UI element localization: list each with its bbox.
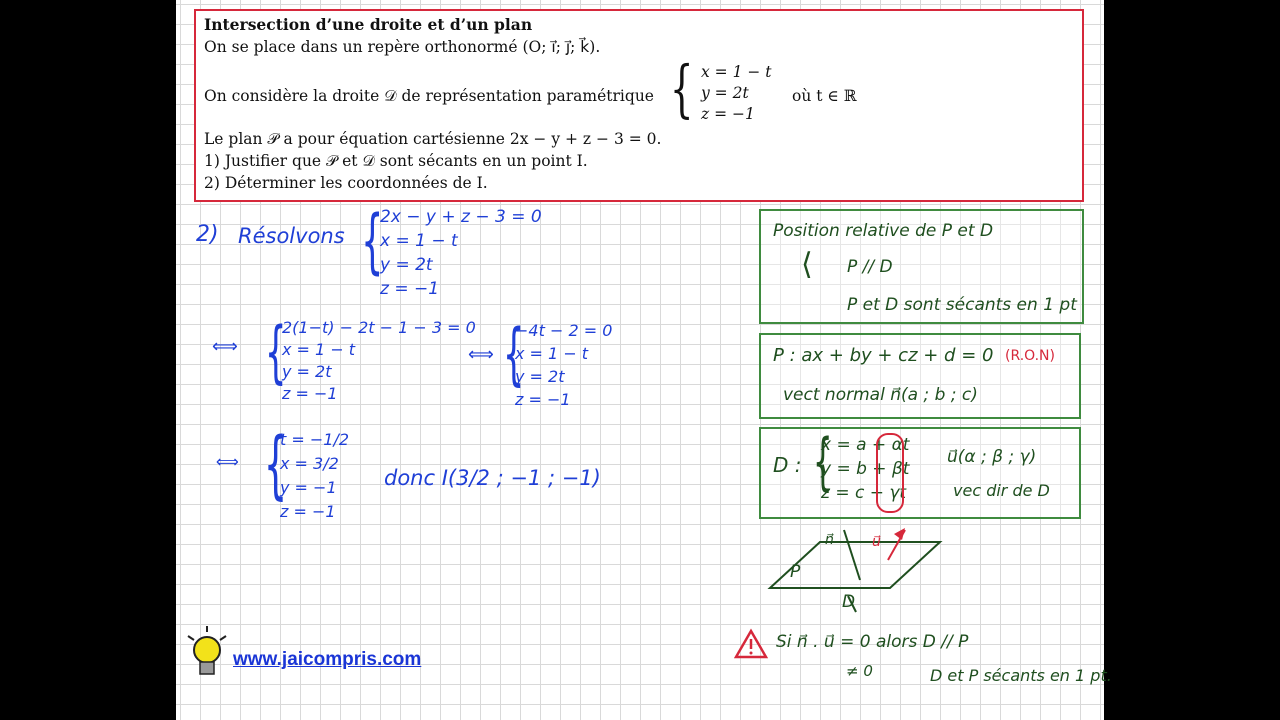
sketch-D-label: D (842, 592, 856, 612)
memo-box-plane (759, 333, 1081, 419)
memo-box3-eq1: x = a + αt (821, 435, 910, 455)
memo-branch-icon: ⟨ (801, 247, 813, 282)
system2-brace: { (264, 313, 287, 392)
warning-icon (734, 628, 768, 660)
warning-neq: ≠ 0 (846, 662, 873, 680)
exercise-line-3: Le plan 𝒫 a pour équation cartésienne 2x − y + z − 3 = 0. (204, 130, 662, 148)
memo-box3-brace: { (812, 425, 833, 498)
warning-line-2: D et P sécants en 1 pt. (930, 666, 1112, 685)
memo-box3-highlight (876, 433, 904, 513)
system4-eq4: z = −1 (280, 502, 336, 521)
param-y: y = 2t (701, 84, 749, 102)
memo-box1-title: Position relative de P et D (773, 221, 994, 241)
memo-box1-case1: P // D (847, 257, 893, 277)
exercise-line-1: On se place dans un repère orthonormé (O; i⃗; j⃗; k⃗). (204, 38, 601, 56)
memo-box3-vecnote: vec dir de D (953, 481, 1050, 500)
system3-eq3: y = 2t (515, 367, 565, 386)
system3-eq2: x = 1 − t (515, 344, 589, 363)
memo-box3-eq2: y = b + βt (821, 459, 910, 479)
param-system (701, 62, 772, 125)
system4-eq1: t = −1/2 (280, 430, 350, 449)
system2-eq2: x = 1 − t (282, 340, 356, 359)
equiv-1: ⟺ (212, 336, 238, 357)
memo-box-position (759, 209, 1084, 324)
website-link[interactable]: www.jaicompris.com (233, 649, 422, 670)
sketch-u-label: u⃗ (872, 534, 881, 550)
sketch-normal-vector (844, 530, 860, 580)
system1-eq4: z = −1 (380, 279, 440, 299)
system1-eq3: y = 2t (380, 255, 433, 275)
question-2: 2) Déterminer les coordonnées de I. (204, 174, 488, 192)
memo-box2-eq: P : ax + by + cz + d = 0 (773, 345, 994, 366)
memo-box3-eq3: z = c + γt (821, 483, 907, 503)
param-x: x = 1 − t (701, 63, 772, 81)
lightbulb-icon (184, 624, 230, 684)
memo-box3-vec: u⃗(α ; β ; γ) (947, 447, 1037, 467)
system3-eq4: z = −1 (515, 390, 571, 409)
system4 (280, 428, 349, 524)
memo-box-line (759, 427, 1081, 519)
system2-eq3: y = 2t (282, 362, 332, 381)
system4-eq2: x = 3/2 (280, 454, 339, 473)
warning-line-1: Si n⃗ . u⃗ = 0 alors D // P (776, 632, 969, 652)
system1 (380, 205, 542, 301)
equiv-2: ⟺ (468, 344, 494, 365)
exercise-statement (194, 9, 1084, 202)
param-domain: où t ∈ ℝ (792, 87, 857, 105)
question-1: 1) Justifier que 𝒫 et 𝒟 sont sécants en un point I. (204, 152, 588, 170)
system2-eq1: 2(1−t) − 2t − 1 − 3 = 0 (282, 318, 476, 337)
system1-eq1: 2x − y + z − 3 = 0 (380, 207, 542, 227)
sketch-P-label: P (790, 562, 801, 582)
exercise-title: Intersection d’une droite et d’un plan (204, 15, 533, 34)
memo-box3-prefix: D : (773, 453, 802, 477)
system3 (515, 319, 612, 411)
param-z: z = −1 (701, 105, 755, 123)
param-brace: { (669, 52, 694, 125)
solution-label: 2) (196, 222, 219, 247)
equiv-3: ⟺ (216, 452, 239, 471)
memo-box2-vec: vect normal n⃗(a ; b ; c) (783, 385, 978, 405)
system2-eq4: z = −1 (282, 384, 338, 403)
system2 (282, 317, 476, 405)
system1-brace: { (361, 200, 384, 282)
system3-eq1: −4t − 2 = 0 (515, 321, 613, 340)
sketch-n-label: n⃗ (825, 532, 834, 548)
memo-box2-tag: (R.O.N) (1005, 348, 1055, 364)
system4-brace: { (263, 422, 288, 508)
conclusion: donc I(3/2 ; −1 ; −1) (384, 466, 601, 490)
exercise-line-2: On considère la droite 𝒟 de représentation paramétrique (204, 87, 654, 105)
system3-brace: { (502, 315, 525, 394)
memo-box1-case2: P et D sont sécants en 1 pt (847, 295, 1077, 315)
system4-eq3: y = −1 (280, 478, 337, 497)
solution-verb: Résolvons (238, 224, 345, 248)
system1-eq2: x = 1 − t (380, 231, 458, 251)
